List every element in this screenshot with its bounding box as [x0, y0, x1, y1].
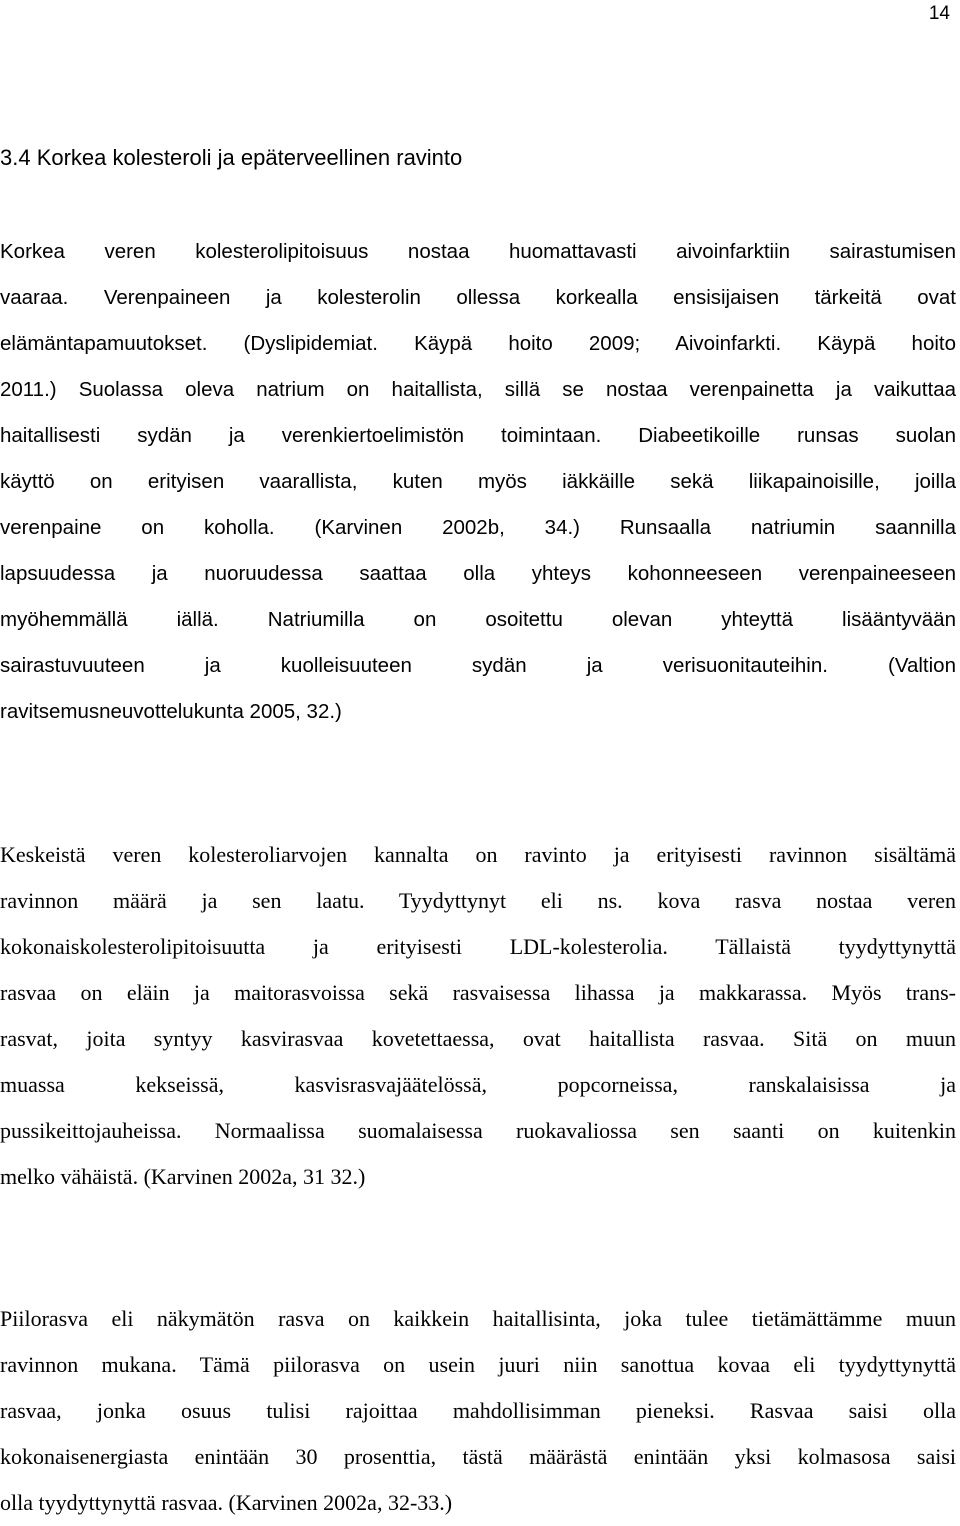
text-line: elämäntapamuutokset. (Dyslipidemiat. Käypä hoito 2009; Aivoinfarkti. Käypä hoito [0, 332, 956, 355]
text-line: ravitsemusneuvottelukunta 2005, 32.) [0, 700, 342, 723]
text-line: rasvat, joita syntyy kasvirasvaa kovetettaessa, ovat haitallista rasvaa. Sitä on muun [0, 1026, 956, 1051]
text-line: rasvaa on eläin ja maitorasvoissa sekä rasvaisessa lihassa ja makkarassa. Myös trans- [0, 980, 956, 1005]
text-line: sairastuvuuteen ja kuolleisuuteen sydän ja verisuonitauteihin. (Valtion [0, 654, 956, 677]
text-line: vaaraa. Verenpaineen ja kolesterolin ollessa korkealla ensisijaisen tärkeitä ovat [0, 286, 956, 309]
text-line: lapsuudessa ja nuoruudessa saattaa olla yhteys kohonneeseen verenpaineeseen [0, 562, 956, 585]
text-line: melko vähäistä. (Karvinen 2002a, 31 32.) [0, 1164, 366, 1189]
text-line: kokonaiskolesterolipitoisuutta ja erityisesti LDL-kolesterolia. Tällaistä tyydyttynyttä [0, 934, 956, 959]
text-line: myöhemmällä iällä. Natriumilla on osoitettu olevan yhteyttä lisääntyvään [0, 608, 956, 631]
text-line: ravinnon määrä ja sen laatu. Tyydyttynyt eli ns. kova rasva nostaa veren [0, 888, 956, 913]
text-line: ravinnon mukana. Tämä piilorasva on usein juuri niin sanottua kovaa eli tyydyttynyttä [0, 1352, 956, 1377]
text-line: Piilorasva eli näkymätön rasva on kaikkein haitallisinta, joka tulee tietämättämme muun [0, 1306, 956, 1331]
paragraph-sodium [0, 229, 956, 735]
section-heading: 3.4 Korkea kolesteroli ja epäterveellinen ravinto [0, 145, 463, 170]
page-number: 14 [928, 3, 950, 24]
paragraph-cholesterol [0, 832, 956, 1200]
text-line: olla tyydyttynyttä rasvaa. (Karvinen 2002a, 32-33.) [0, 1490, 453, 1515]
text-line: rasvaa, jonka osuus tulisi rajoittaa mahdollisimman pieneksi. Rasvaa saisi olla [0, 1398, 956, 1423]
text-line: muassa kekseissä, kasvisrasvajäätelössä, popcorneissa, ranskalaisissa ja [0, 1072, 956, 1097]
text-line: kokonaisenergiasta enintään 30 prosenttia, tästä määrästä enintään yksi kolmasosa saisi [0, 1444, 956, 1469]
text-line: verenpaine on koholla. (Karvinen 2002b, 34.) Runsaalla natriumin saannilla [0, 516, 956, 539]
text-line: Keskeistä veren kolesteroliarvojen kannalta on ravinto ja erityisesti ravinnon sisältämä [0, 842, 956, 867]
text-line: pussikeittojauheissa. Normaalissa suomalaisessa ruokavaliossa sen saanti on kuitenkin [0, 1118, 956, 1143]
text-line: Korkea veren kolesterolipitoisuus nostaa huomattavasti aivoinfarktiin sairastumisen [0, 240, 956, 263]
text-line: haitallisesti sydän ja verenkiertoelimistön toimintaan. Diabeetikoille runsas suolan [0, 424, 956, 447]
text-line: käyttö on erityisen vaarallista, kuten myös iäkkäille sekä liikapainoisille, joilla [0, 470, 956, 493]
text-line: 2011.) Suolassa oleva natrium on haitallista, sillä se nostaa verenpainetta ja vaikuttaa [0, 378, 956, 401]
paragraph-hidden-fat [0, 1296, 956, 1526]
